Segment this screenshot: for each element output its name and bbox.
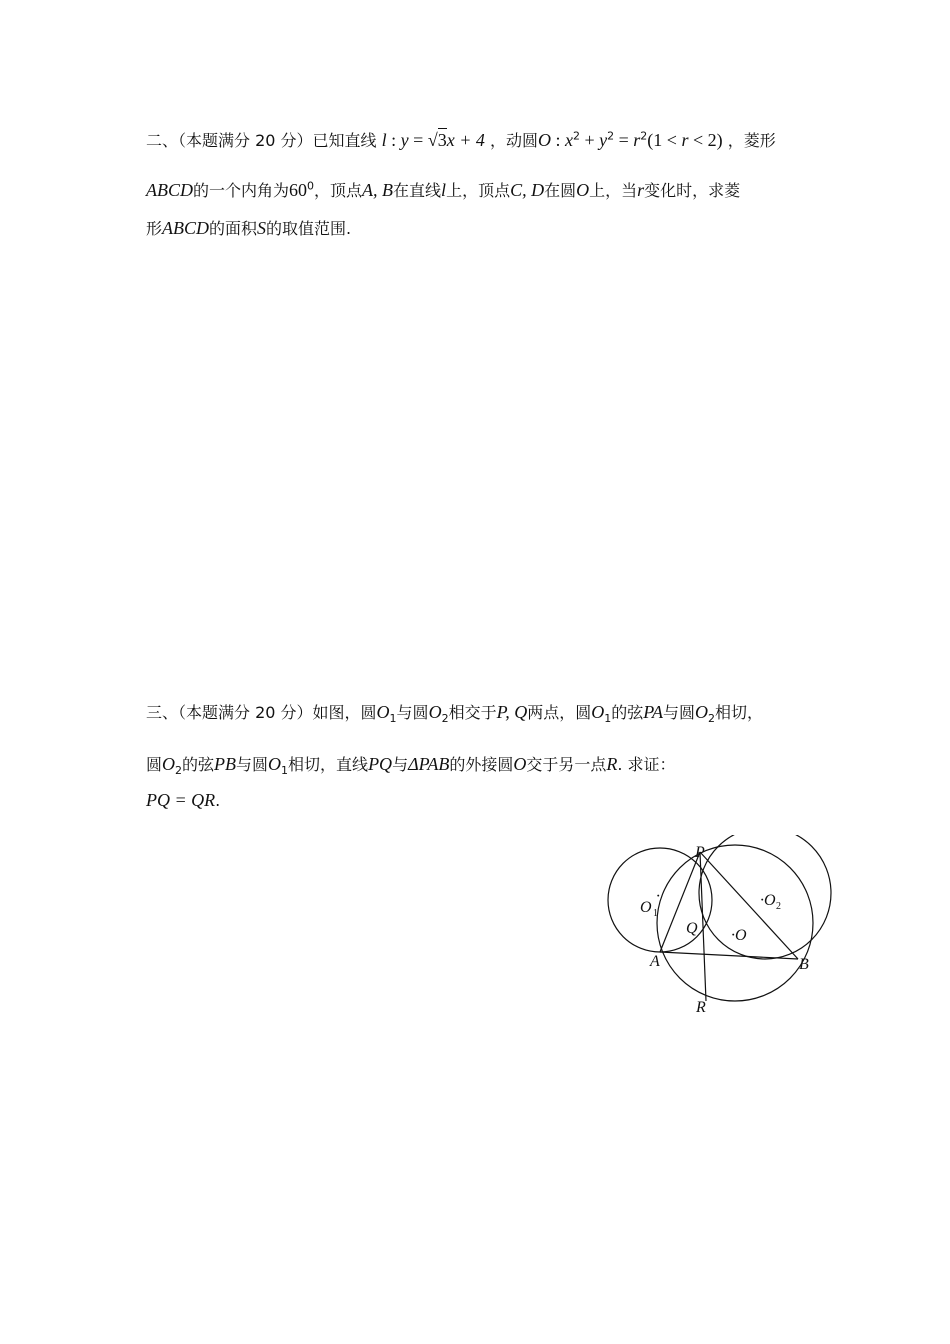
text-chord-2: 的弦 [182,755,215,774]
label-O1-sub: 1 [653,908,658,919]
chord-PB: PB [214,754,237,774]
line-PQ: PQ [368,754,393,774]
text-circle: 圆 [146,755,163,774]
text-on-circle: 在圆 [544,181,577,200]
vertices-AB: A, B [362,180,394,200]
rhombus-ABCD: ABCD [146,180,193,200]
circle-O2-b: O [694,702,708,722]
text-on-line: 在直线 [393,181,442,200]
text-angle: 的一个内角为 [193,181,290,200]
area-S: S [257,218,267,238]
text-period: . [215,791,221,810]
label-A: A [650,953,660,970]
triangle-PAB: ΔPAB [408,754,450,774]
circle-O: O [513,754,527,774]
problem3-heading: 三、（本题满分 20 分）如图，圆 [146,703,377,722]
text-chord: 的弦 [611,703,644,722]
var-r: r [637,180,645,200]
geometry-figure [600,835,840,1020]
circle-O2-c: O [162,754,176,774]
problem3-line1: 三、（本题满分 20 分）如图，圆$O_1$与圆$O_2$相交于P, Q两点，圆$O_1$的弦PA与圆$O_2$相切， [146,702,763,726]
text-prove: . 求证： [617,755,676,774]
angle-60: 60 [289,180,308,200]
sqrt-arg: 3 [437,130,447,150]
eq-circle: x [564,130,573,150]
problem3-line3 [146,790,220,811]
text-with-circle-2: 与圆 [236,755,269,774]
line-l: l [381,130,387,150]
conclusion: PQ = QR [146,790,216,810]
label-O2: ·O [760,892,776,909]
text-dynamic-circle: ，动圆 [489,131,538,150]
text-intersect: 相交于 [448,703,497,722]
problem2-line1: 二、（本题满分 20 分）已知直线 l : y = √3x + 4 ，动圆O : $x^2 + y^2 = r^2(1 < r < 2)$ ，菱形 [146,129,776,150]
label-R: R [696,999,706,1016]
segment-PB [700,852,798,959]
text-area: 的面积 [209,219,258,238]
text-vertices: ，顶点 [314,181,363,200]
segment-AB [660,952,798,959]
text-when: 上，当 [589,181,638,200]
text-another-point: 交于另一点 [526,755,607,774]
circle-O2: O [428,702,442,722]
label-O1: O [640,899,652,916]
circle-O-2: O [576,180,590,200]
point-R: R [606,754,618,774]
circle-O1-c: O [268,754,282,774]
text-vertices-2: 上，顶点 [446,181,511,200]
label-O: ·O [731,927,747,944]
problem2-heading: 二、（本题满分 20 分）已知直线 [146,131,377,150]
text-circumcircle: 的外接圆 [449,755,514,774]
text-and: 与圆 [396,703,429,722]
text-tangent: 相切， [714,703,763,722]
circumcircle-shape [657,845,813,1001]
circle-O1: O [376,702,390,722]
text-with-circle: 与圆 [662,703,695,722]
text-with: 与 [392,755,409,774]
points-PQ: P, Q [496,702,528,722]
text-range: 的取值范围. [266,219,352,238]
circle-O: O [537,130,551,150]
text-line: 相切，直线 [288,755,369,774]
rhombus-ABCD-2: ABCD [162,218,210,238]
problem3-line2: 圆$O_2$的弦PB与圆$O_1$相切，直线PQ与ΔPAB的外接圆O交于另一点R. 求证： [146,754,676,778]
label-O1-dot: · [656,888,660,905]
line-l-2: l [441,180,447,200]
eq-y: y [400,130,409,150]
label-O2-sub: 2 [776,901,781,912]
vertices-CD: C, D [510,180,545,200]
label-P: P [695,844,705,861]
text-shape: 形 [146,219,163,238]
problem2-line2: ABCD的一个内角为$60^0$，顶点A, B在直线l上，顶点C, D在圆O上，当r变化时，求菱 [146,179,741,200]
label-Q: Q [686,920,698,937]
text-varies: 变化时，求菱 [644,181,741,200]
text-two-points: 两点，圆 [527,703,592,722]
problem2-line3 [146,216,351,239]
circle-O1-b: O [591,702,605,722]
label-B: B [799,956,809,973]
chord-PA: PA [643,702,663,722]
text-rhombus: ，菱形 [727,131,776,150]
eq-rest: x + 4 [446,130,485,150]
